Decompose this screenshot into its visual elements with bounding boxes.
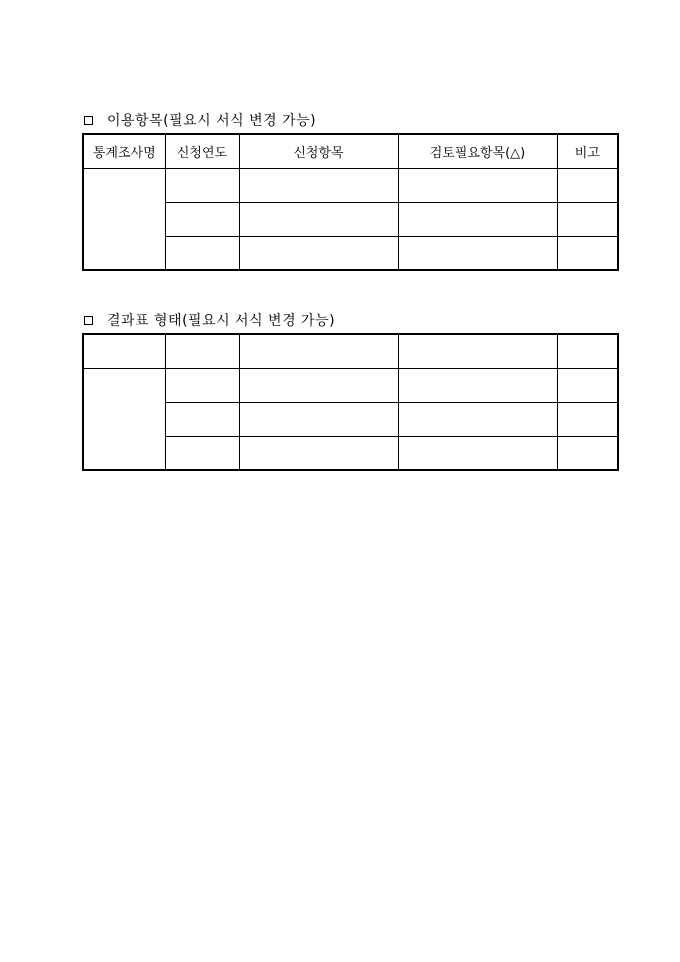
table-row [83,368,618,402]
table-cell[interactable] [398,334,557,368]
result-format-table [82,333,619,471]
table-cell[interactable] [557,436,618,470]
checkbox-icon [84,316,93,325]
checkbox-icon [84,116,93,125]
table-cell[interactable] [239,334,398,368]
header-review-item: 검토필요항목(△) [398,134,557,168]
table-cell[interactable] [239,368,398,402]
table-cell[interactable] [83,334,165,368]
table-cell[interactable] [165,368,239,402]
header-remarks: 비고 [557,134,618,168]
table-cell[interactable] [398,202,557,236]
table-cell[interactable] [398,436,557,470]
table-cell[interactable] [239,236,398,270]
table-cell[interactable] [398,402,557,436]
table-cell[interactable] [557,236,618,270]
table-cell[interactable] [165,168,239,202]
table-cell[interactable] [398,236,557,270]
merged-cell[interactable] [83,368,165,470]
table-cell[interactable] [239,402,398,436]
table-cell[interactable] [557,368,618,402]
survey-name-cell[interactable] [83,168,165,270]
usage-items-title: 이용항목(필요시 서식 변경 가능) [107,113,317,129]
table-cell[interactable] [165,402,239,436]
table-cell[interactable] [557,402,618,436]
table-cell[interactable] [165,236,239,270]
header-request-year: 신청연도 [165,134,239,168]
table-cell[interactable] [239,436,398,470]
table-cell[interactable] [239,168,398,202]
table-cell[interactable] [557,202,618,236]
table-cell[interactable] [398,368,557,402]
table-cell[interactable] [239,202,398,236]
header-request-item: 신청항목 [239,134,398,168]
table-header-row [83,134,618,168]
result-table-heading [84,310,335,330]
table-cell[interactable] [557,168,618,202]
table-header-row [83,334,618,368]
header-survey-name: 통계조사명 [83,134,165,168]
result-table-title: 결과표 형태(필요시 서식 변경 가능) [107,313,336,329]
table-cell[interactable] [165,334,239,368]
table-cell[interactable] [398,168,557,202]
table-row [83,168,618,202]
usage-items-table [82,133,619,271]
table-cell[interactable] [557,334,618,368]
usage-items-heading [84,110,316,130]
table-cell[interactable] [165,202,239,236]
table-cell[interactable] [165,436,239,470]
